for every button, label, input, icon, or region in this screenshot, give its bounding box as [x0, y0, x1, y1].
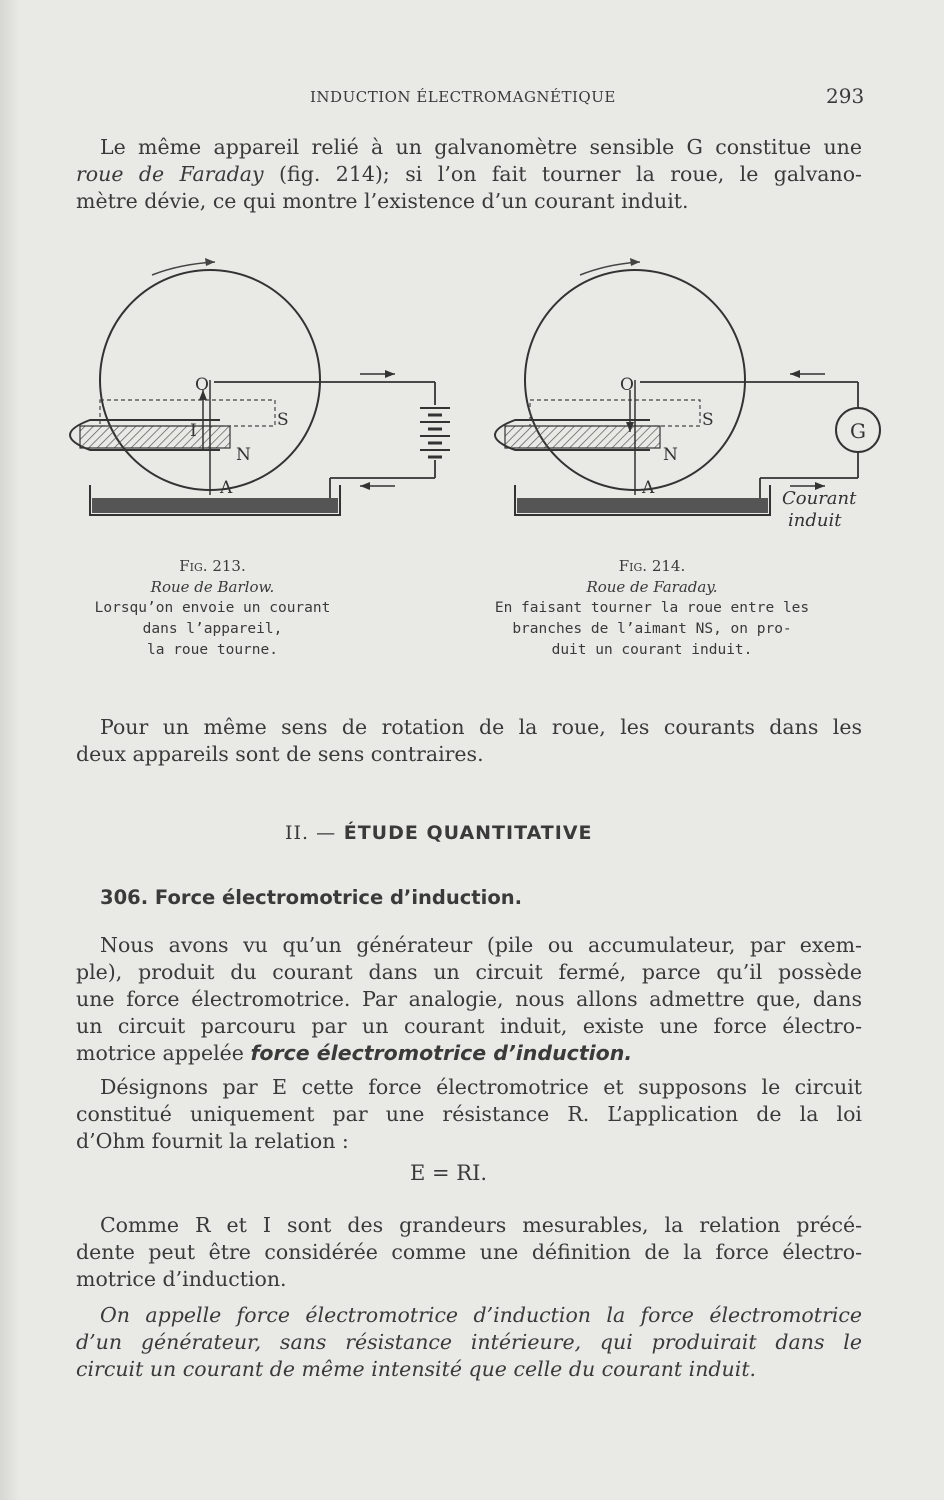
subsection-number: 306.: [100, 886, 149, 909]
fig-213-caption-line-3: la roue tourne.: [147, 642, 278, 658]
fig-213-title: Roue de Barlow.: [150, 578, 275, 596]
label-a: A: [220, 478, 233, 498]
para2-line-2: constitué uniquement par une résistance R. L’application de la loi: [76, 1102, 862, 1126]
para1-line-1: Nous avons vu qu’un générateur (pile ou accumulateur, par exem-: [100, 933, 862, 957]
paragraph-3: [76, 1212, 862, 1293]
fig-213-number: Fig. 213.: [179, 557, 246, 575]
fig-214-caption-line-3: duit un courant induit.: [551, 642, 753, 658]
fig-213-caption-line-2: dans l’appareil,: [142, 621, 283, 637]
section-heading: [285, 822, 593, 844]
label-s: S: [702, 410, 714, 430]
section-title-text: ÉTUDE QUANTITATIVE: [343, 822, 593, 844]
para1-line-4: un circuit parcouru par un courant induit, existe une force électro-: [76, 1014, 862, 1038]
fig-213-barlow-wheel-diagram: [40, 250, 480, 540]
section-roman: II. —: [285, 822, 337, 844]
label-n: N: [663, 445, 678, 465]
page-number: 293: [826, 84, 865, 108]
label-induit: induit: [788, 510, 842, 531]
label-s: S: [277, 410, 289, 430]
fig-214-caption-line-1: En faisant tourner la roue entre les: [494, 600, 810, 616]
para2-line-3: d’Ohm fournit la relation :: [76, 1129, 349, 1153]
label-courant: Courant: [782, 488, 857, 509]
intro-line-3: mètre dévie, ce qui montre l’existence d’un courant induit.: [76, 189, 689, 213]
subsection-title: Force électromotrice d’induction.: [154, 886, 523, 909]
comparison-paragraph: [76, 714, 862, 768]
para2-line-1: Désignons par E cette force électromotrice et supposons le circuit: [100, 1075, 862, 1099]
fig-214-caption: [466, 556, 838, 661]
para3-line-3: motrice d’induction.: [76, 1267, 287, 1291]
roue-de-faraday-term: roue de Faraday: [76, 162, 264, 186]
definition-paragraph: [76, 1302, 862, 1383]
page-gutter: [0, 0, 20, 1500]
comparison-line-2: deux appareils sont de sens contraires.: [76, 742, 484, 766]
label-i: I: [190, 421, 197, 441]
fig-214-caption-line-2: branches de l’aimant NS, on pro-: [512, 621, 792, 637]
mercury: [92, 498, 338, 513]
label-n: N: [236, 445, 251, 465]
paragraph-2: [76, 1074, 862, 1155]
label-g: G: [850, 419, 866, 443]
paragraph-1: [76, 932, 862, 1067]
emphasized-term: force électromotrice d’induction.: [250, 1041, 633, 1065]
comparison-line-1: Pour un même sens de rotation de la roue, les courants dans les: [100, 715, 862, 739]
fig-214-number: Fig. 214.: [618, 557, 686, 575]
magnet-hatched: [505, 426, 660, 448]
fig-214-faraday-wheel-diagram: [470, 250, 910, 540]
intro-line-2: roue de Faraday (fig. 214); si l’on fait tourner la roue, le galvano-: [76, 162, 862, 186]
definition-line-3: circuit un courant de même intensité que celle du courant induit.: [76, 1357, 757, 1381]
arrowhead-icon: [205, 258, 215, 266]
fig-213-caption: [60, 556, 365, 661]
para1-line-5: motrice appelée force électromotrice d’induction.: [76, 1041, 633, 1065]
battery-icon: [420, 408, 450, 457]
label-o: O: [620, 375, 634, 395]
subsection-heading: [100, 886, 522, 909]
intro-paragraph: [76, 134, 862, 215]
magnet-upper-branch: [530, 400, 700, 426]
label-a: A: [642, 478, 655, 498]
para3-line-2: dente peut être considérée comme une définition de la force électro-: [76, 1240, 862, 1264]
para1-line-3: une force électromotrice. Par analogie, nous allons admettre que, dans: [76, 987, 862, 1011]
formula: E = RI.: [410, 1161, 488, 1185]
fig-213-caption-line-1: Lorsqu’on envoie un courant: [94, 600, 331, 616]
definition-line-1: On appelle force électromotrice d’induction la force électromotrice: [100, 1303, 862, 1327]
para3-line-1: Comme R et I sont des grandeurs mesurables, la relation précé-: [100, 1213, 862, 1237]
fig-214-title: Roue de Faraday.: [586, 578, 718, 596]
mercury: [517, 498, 768, 513]
magnet-hatched: [80, 426, 230, 448]
para1-line-2: ple), produit du courant dans un circuit fermé, parce qu’il possède: [76, 960, 862, 984]
definition-line-2: d’un générateur, sans résistance intérieure, qui produirait dans le: [76, 1330, 862, 1354]
intro-line-1: Le même appareil relié à un galvanomètre sensible G constitue une: [100, 135, 862, 159]
magnet-upper-branch: [100, 400, 275, 426]
running-head: INDUCTION ÉLECTROMAGNÉTIQUE: [310, 88, 616, 106]
label-o: O: [195, 375, 209, 395]
